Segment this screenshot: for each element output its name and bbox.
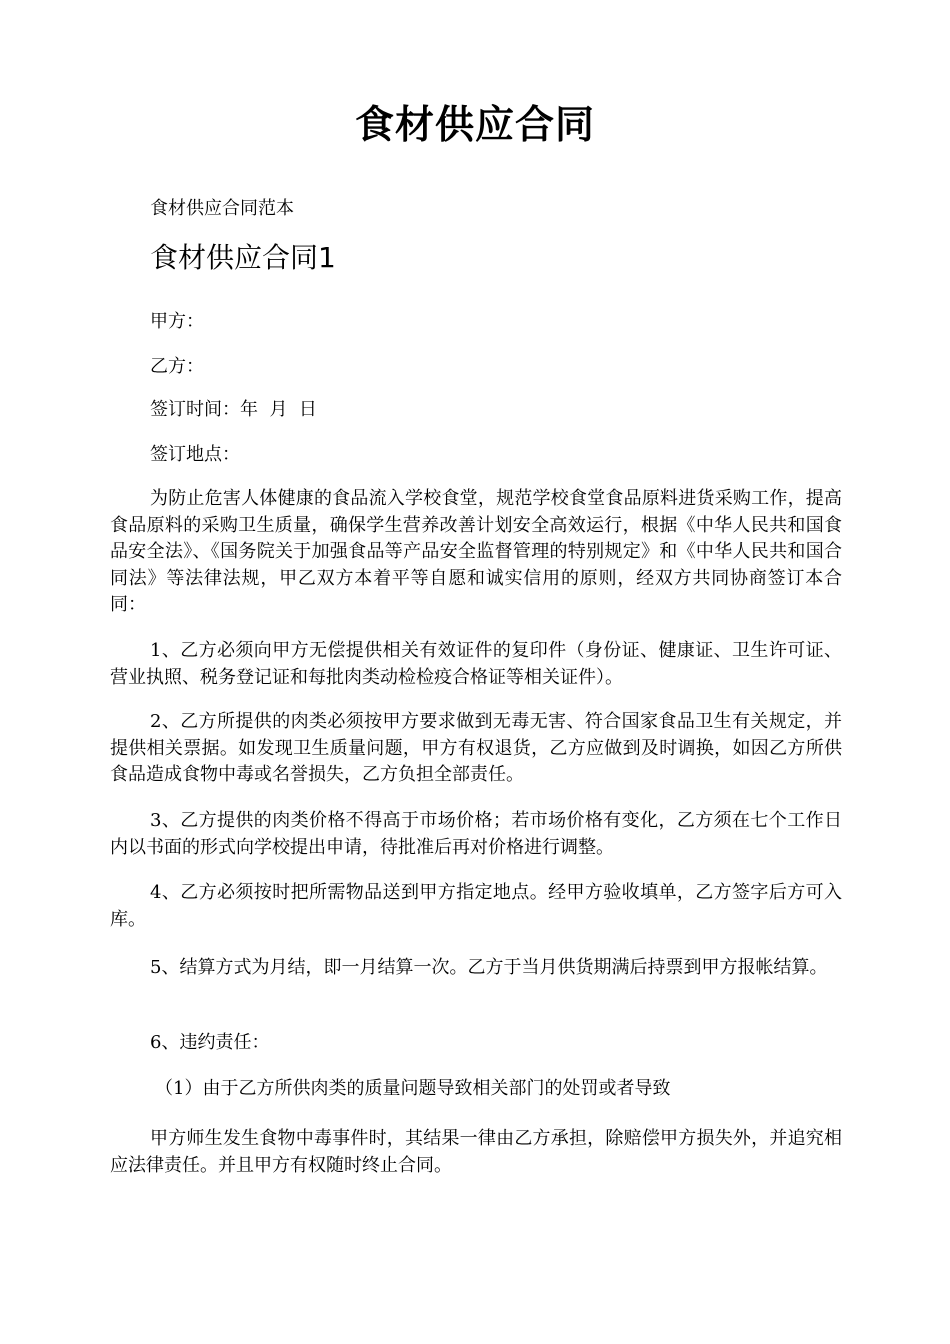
document-subtitle: 食材供应合同范本: [150, 198, 294, 219]
party-a-field: 甲方：: [150, 311, 204, 332]
section-heading: 食材供应合同1: [150, 241, 336, 274]
clause-2-paragraph: 2、乙方所提供的肉类必须按甲方要求做到无毒无害、符合国家食品卫生有关规定，并提供相关票据。如发现卫生质量问题，甲方有权退货，乙方应做到及时调换，如因乙方所供食品造成食物中毒或名誉损失，乙方负担全部责任。: [110, 711, 842, 785]
clause-6-item-1-continued: 甲方师生发生食物中毒事件时，其结果一律由乙方承担，除赔偿甲方损失外，并追究相应法律责任。并且甲方有权随时终止合同。: [110, 1128, 842, 1176]
signing-place-field: 签订地点：: [150, 444, 240, 465]
clause-4-paragraph: 4、乙方必须按时把所需物品送到甲方指定地点。经甲方验收填单，乙方签字后方可入库。: [110, 882, 842, 930]
document-title: 食材供应合同: [354, 103, 595, 148]
party-b-field: 乙方：: [150, 356, 204, 377]
clause-3-paragraph: 3、乙方提供的肉类价格不得高于市场价格；若市场价格有变化，乙方须在七个工作日内以书面的形式向学校提出申请，待批准后再对价格进行调整。: [110, 810, 842, 858]
signing-date-field: 签订时间：年 月 日: [150, 399, 317, 420]
preamble-paragraph: 为防止危害人体健康的食品流入学校食堂，规范学校食堂食品原料进货采购工作，提高食品原料的采购卫生质量，确保学生营养改善计划安全高效运行，根据《中华人民共和国食品安全法》、《国务院关于加强食品等产品安全监督管理的特别规定》和《中华人民共和国合同法》等法律法规，甲乙双方本着平等自愿和诚实信用的原则，经双方共同协商签订本合同：: [110, 488, 842, 615]
clause-5-paragraph: 5、结算方式为月结，即一月结算一次。乙方于当月供货期满后持票到甲方报帐结算。: [150, 957, 828, 978]
clause-6-heading: 6、违约责任：: [150, 1032, 270, 1053]
clause-6-item-1: （1）由于乙方所供肉类的质量问题导致相关部门的处罚或者导致: [155, 1078, 671, 1099]
clause-1-paragraph: 1、乙方必须向甲方无偿提供相关有效证件的复印件（身份证、健康证、卫生许可证、营业执照、税务登记证和每批肉类动检检疫合格证等相关证件）。: [110, 640, 842, 688]
